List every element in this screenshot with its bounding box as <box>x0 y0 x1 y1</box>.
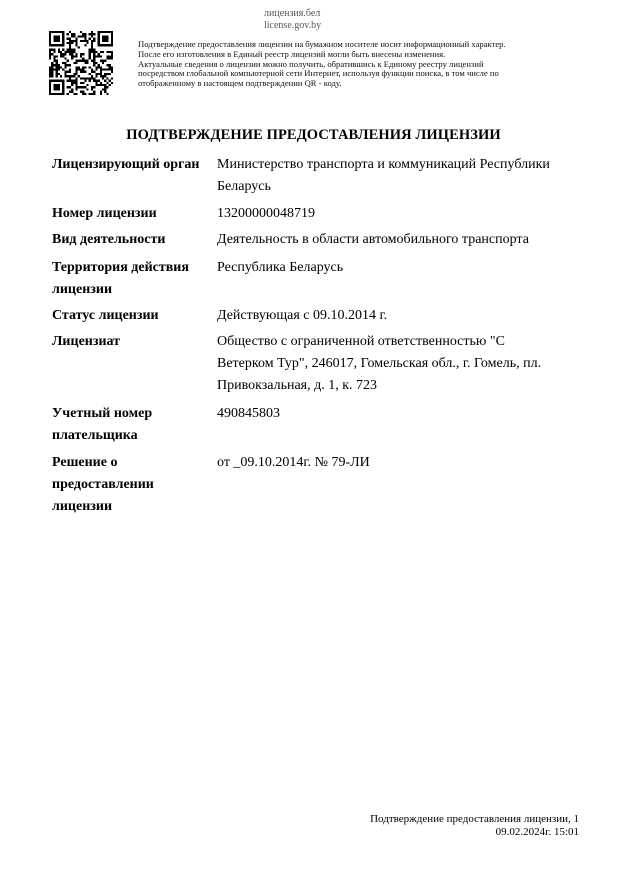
field-value <box>217 154 597 198</box>
field-label-line: Лицензиат <box>52 334 121 349</box>
field-label-line: предоставлении <box>52 477 154 492</box>
field-label <box>52 331 212 353</box>
disclaimer-line: отображенному в настоящем подтверждении QR - коду. <box>138 78 342 89</box>
field-label-line: Лицензирующий орган <box>52 157 200 172</box>
disclaimer-note <box>138 40 608 89</box>
field-label <box>52 403 212 447</box>
footer-page-label: Подтверждение предоставления лицензии, 1 <box>370 813 579 825</box>
field-value-line: Общество с ограниченной ответственностью "С <box>217 334 505 349</box>
site-address-latin: license.gov.by <box>264 20 322 31</box>
site-address-cyrillic: лицензия.бел <box>264 8 321 19</box>
field-value-line: Республика Беларусь <box>217 260 344 275</box>
field-label-line: лицензии <box>52 499 113 514</box>
footer-timestamp: 09.02.2024г. 15:01 <box>495 826 579 838</box>
field-value-line: Ветерком Тур", 246017, Гомельская обл., г. Гомель, пл. <box>217 356 542 371</box>
field-label-line: Решение о <box>52 455 118 470</box>
field-value <box>217 305 597 327</box>
field-label <box>52 229 212 251</box>
field-label-line: Учетный номер <box>52 406 153 421</box>
field-value <box>217 403 597 425</box>
field-value-line: 490845803 <box>217 406 280 421</box>
disclaimer-line: посредством глобальной компьютерной сети Интернет, используя функции поиска, в том числе по <box>138 68 499 79</box>
field-value-line: Деятельность в области автомобильного транспорта <box>217 232 529 247</box>
document-title: ПОДТВЕРЖДЕНИЕ ПРЕДОСТАВЛЕНИЯ ЛИЦЕНЗИИ <box>126 127 501 143</box>
field-label-line: Территория действия <box>52 260 189 275</box>
field-value-line: от _09.10.2014г. № 79-ЛИ <box>217 455 370 470</box>
field-label <box>52 305 212 327</box>
qr-code <box>49 31 113 95</box>
field-label <box>52 452 212 518</box>
field-value-line: Привокзальная, д. 1, к. 723 <box>217 378 378 393</box>
field-value <box>217 257 597 279</box>
disclaimer-line: Актуальные сведения о лицензии можно получить, обратившись к Единому реестру лицензий <box>138 58 484 69</box>
field-value <box>217 452 597 474</box>
field-value <box>217 331 597 397</box>
field-label-line: лицензии <box>52 282 113 297</box>
field-label-line: Статус лицензии <box>52 308 159 323</box>
field-value-line: 13200000048719 <box>217 206 315 221</box>
field-label <box>52 257 212 301</box>
field-value <box>217 203 597 225</box>
site-address <box>264 8 321 32</box>
field-label-line: Вид деятельности <box>52 232 166 247</box>
page-footer <box>370 813 579 839</box>
field-label-line: Номер лицензии <box>52 206 157 221</box>
field-value <box>217 229 597 251</box>
disclaimer-line: Подтверждение предоставления лицензии на бумажном носителе носит информационный характер. <box>138 39 506 49</box>
field-label <box>52 203 212 225</box>
field-value-line: Беларусь <box>217 179 271 194</box>
field-label-line: плательщика <box>52 428 138 443</box>
field-value-line: Министерство транспорта и коммуникаций Республики <box>217 157 550 172</box>
disclaimer-line: После его изготовления в Единый реестр лицензий могли быть внесены изменения. <box>138 48 446 59</box>
field-value-line: Действующая с 09.10.2014 г. <box>217 308 388 323</box>
field-label <box>52 154 212 176</box>
